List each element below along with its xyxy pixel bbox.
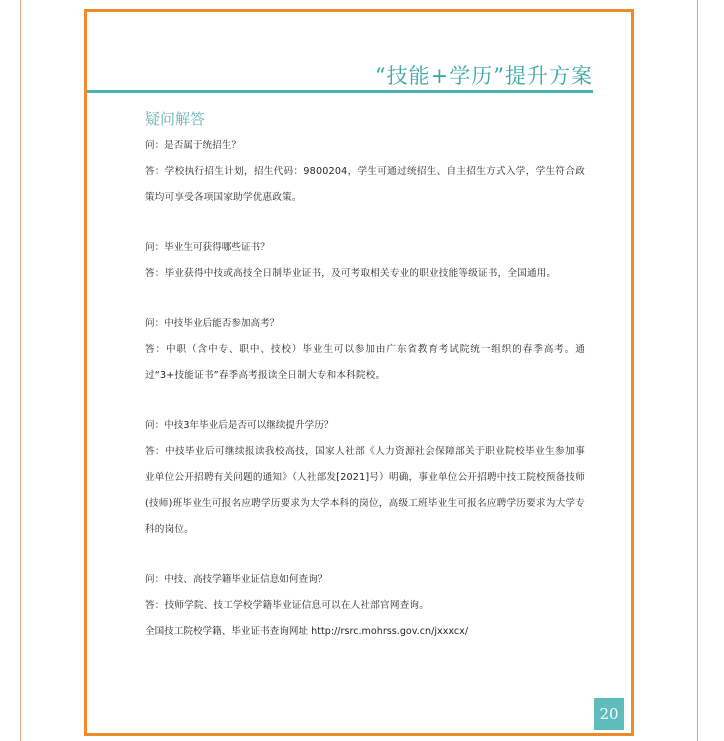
qa-item	[145, 311, 585, 389]
question-text: 问：中技毕业后能否参加高考？	[145, 318, 280, 329]
title-divider	[87, 90, 593, 93]
qa-list	[145, 133, 585, 669]
page-title: “技能+学历”提升方案	[374, 64, 593, 88]
answer-text: 答：技师学院、技工学校学籍毕业证信息可以在人社部官网查询。	[145, 600, 430, 611]
brochure-page	[84, 9, 634, 736]
section-heading: 疑问解答	[145, 110, 206, 128]
left-margin-line	[20, 0, 21, 741]
qa-item	[145, 567, 585, 645]
right-margin-line	[697, 0, 698, 741]
answer-text: 答：中职（含中专、职中、技校）毕业生可以参加由广东省教育考试院统一组织的春季高考。通过“3+技能证书”春季高考报读全日制大专和本科院校。	[145, 344, 585, 381]
question-text: 问：中技、高技学籍毕业证信息如何查询？	[145, 574, 328, 585]
answer-text: 答：学校执行招生计划，招生代码：9800204，学生可通过统招生、自主招生方式入学，学生符合政策均可享受各项国家助学优惠政策。	[145, 166, 585, 203]
question-text: 问：是否属于统招生？	[145, 140, 241, 151]
page-number: 20	[594, 698, 624, 730]
question-text: 问：中技3年毕业后是否可以继续提升学历？	[145, 420, 334, 431]
answer-text: 答：毕业获得中技或高技全日制毕业证书，及可考取相关专业的职业技能等级证书，全国通用。	[145, 268, 557, 279]
question-text: 问：毕业生可获得哪些证书？	[145, 242, 270, 253]
qa-item	[145, 133, 585, 211]
query-url-text: 全国技工院校学籍、毕业证书查询网址 http://rsrc.mohrss.gov.cn/jxxxcx/	[145, 626, 469, 637]
answer-text: 答：中技毕业后可继续报读我校高技，国家人社部《人力资源社会保障部关于职业院校毕业生参加事业单位公开招聘有关问题的通知》（人社部发[2021]号）明确，事业单位公开招聘中技工院校预备技师(技师)班毕业生可报名应聘学历要求为大学本科的岗位，高级工班毕业生可报名应聘学历要求为大学专科的岗位。	[145, 446, 585, 535]
qa-item	[145, 235, 585, 287]
qa-item	[145, 413, 585, 543]
